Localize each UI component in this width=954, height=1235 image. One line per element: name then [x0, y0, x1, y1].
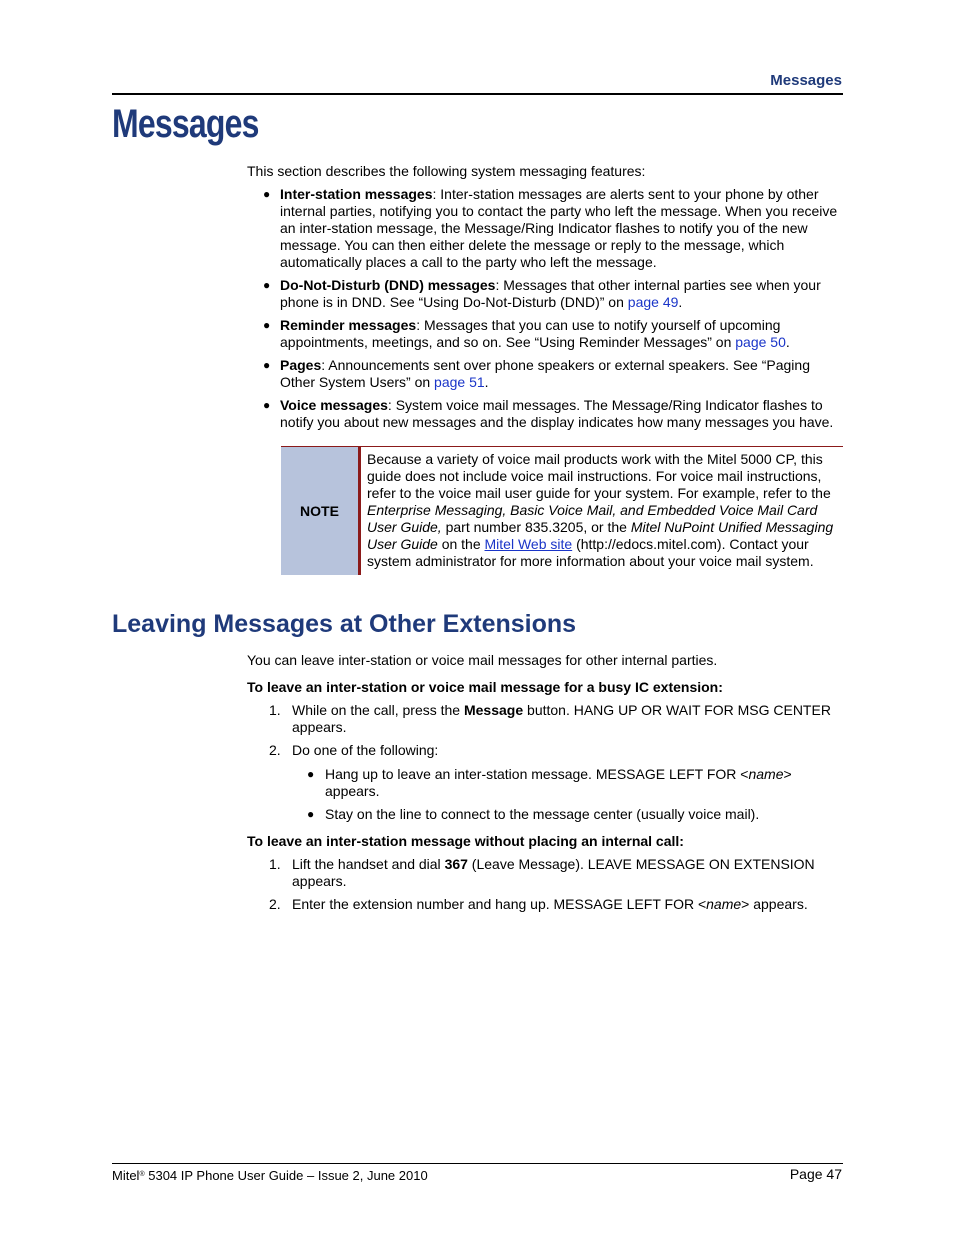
note-text: [367, 451, 843, 570]
bullet-icon: ●: [307, 807, 315, 821]
bullet-icon: ●: [263, 187, 271, 201]
feature-after: .: [785, 334, 790, 350]
chapter-title: Messages: [112, 102, 259, 146]
step-number: 2.: [269, 742, 281, 758]
step-text: Do one of the following:: [292, 742, 439, 758]
footer-doc-info: [112, 1166, 428, 1184]
feature-item: [247, 186, 843, 271]
header-rule: [112, 93, 843, 95]
page-link[interactable]: page 49: [627, 294, 679, 310]
section-intro: You can leave inter-station or voice mail messages for other internal parties.: [247, 652, 718, 668]
procedure-step: [247, 702, 843, 736]
procedure-heading: To leave an inter-station message without placing an internal call:: [247, 833, 684, 849]
option-text: > appears.: [325, 766, 792, 799]
feature-text: : Inter-station messages are alerts sent to your phone by other internal parties, notifying you to contact the party who left the message. When you receive an inter-station message, the Message/Ring Indicator flashes to notify you of the new message. You can then either delete the message or reply to the message, which automatically places a call to the party who left the message.: [280, 186, 838, 270]
option-item: [291, 766, 843, 800]
procedure-step: [247, 896, 843, 913]
footer-doc-title: 5304 IP Phone User Guide – Issue 2, June 2010: [144, 1168, 428, 1183]
step-text: (Leave Message). LEAVE MESSAGE ON EXTENSION appears.: [292, 856, 815, 889]
feature-term: Reminder messages: [280, 317, 417, 333]
feature-list: [247, 186, 843, 437]
option-item: [291, 806, 843, 823]
option-text: Hang up to leave an inter-station message. MESSAGE LEFT FOR <: [325, 766, 749, 782]
step-key: 367: [444, 856, 468, 872]
feature-after: .: [678, 294, 683, 310]
feature-text: : Messages that you can use to notify yourself of upcoming appointments, meetings, and so on. See “Using Reminder Messages” on: [280, 317, 781, 350]
mitel-web-site-link[interactable]: Mitel Web site: [484, 536, 573, 552]
note-doc-title: Enterprise Messaging, Basic Voice Mail, and Embedded Voice Mail Card User Guide,: [367, 502, 818, 535]
step-number: 1.: [269, 856, 281, 872]
note-text-part: Because a variety of voice mail products work with the Mitel 5000 CP, this guide does not include voice mail instructions. For voice mail instructions, refer to the voice mail user guide for your system. For example, refer to the: [367, 451, 831, 501]
page-number: Page 47: [789, 1166, 842, 1182]
procedure-steps: [247, 856, 843, 919]
step-text: > appears.: [741, 896, 808, 912]
feature-term: Do-Not-Disturb (DND) messages: [280, 277, 496, 293]
note-doc-title: Mitel NuPoint Unified Messaging User Guide: [367, 519, 834, 552]
step-placeholder: name: [706, 896, 742, 912]
note-text-part: part number 835.3205, or the: [441, 519, 631, 535]
bullet-icon: ●: [263, 278, 271, 292]
feature-item: [247, 277, 843, 311]
note-top-rule: [281, 446, 843, 447]
feature-item: [247, 357, 843, 391]
section-title: Leaving Messages at Other Extensions: [112, 610, 577, 638]
procedure-steps: [247, 702, 843, 765]
step-text: While on the call, press the: [292, 702, 464, 718]
footer-rule: [112, 1163, 843, 1164]
feature-after: .: [484, 374, 489, 390]
bullet-icon: ●: [263, 358, 271, 372]
feature-term: Voice messages: [280, 397, 388, 413]
running-header: Messages: [770, 72, 842, 89]
feature-text: : Messages that other internal parties see when your phone is in DND. See “Using Do-Not-Disturb (DND)” on: [280, 277, 821, 310]
feature-item: [247, 397, 843, 431]
procedure-step: [247, 742, 843, 759]
step-text: Enter the extension number and hang up. MESSAGE LEFT FOR <: [292, 896, 707, 912]
footer-brand: Mitel: [112, 1168, 140, 1183]
option-list: [291, 766, 843, 829]
feature-text: : Announcements sent over phone speakers or external speakers. See “Paging Other System Users” on: [280, 357, 810, 390]
bullet-icon: ●: [307, 767, 315, 781]
procedure-step: [247, 856, 843, 890]
option-text: Stay on the line to connect to the message center (usually voice mail).: [325, 806, 760, 822]
step-text: button. HANG UP OR WAIT FOR MSG CENTER appears.: [292, 702, 831, 735]
step-key: Message: [463, 702, 524, 718]
step-number: 1.: [269, 702, 281, 718]
step-text: Lift the handset and dial: [292, 856, 445, 872]
page-link[interactable]: page 50: [735, 334, 786, 350]
note-label: NOTE: [281, 447, 358, 575]
feature-term: Inter-station messages: [280, 186, 433, 202]
bullet-icon: ●: [263, 318, 271, 332]
option-placeholder: name: [748, 766, 784, 782]
intro-paragraph: This section describes the following system messaging features:: [247, 163, 646, 179]
feature-item: [247, 317, 843, 351]
procedure-heading: To leave an inter-station or voice mail message for a busy IC extension:: [247, 679, 723, 695]
footer-reg-mark: ®: [139, 1171, 145, 1178]
feature-text: : System voice mail messages. The Message/Ring Indicator flashes to notify you about new messages and the display indicates how many messages you have.: [280, 397, 834, 430]
note-text-part: (http://edocs.mitel.com). Contact your system administrator for more information about your voice mail system.: [367, 536, 814, 569]
note-text-part: on the: [437, 536, 485, 552]
step-number: 2.: [269, 896, 281, 912]
note-divider: [358, 447, 361, 575]
bullet-icon: ●: [263, 398, 271, 412]
feature-term: Pages: [280, 357, 322, 373]
page-link[interactable]: page 51: [434, 374, 485, 390]
